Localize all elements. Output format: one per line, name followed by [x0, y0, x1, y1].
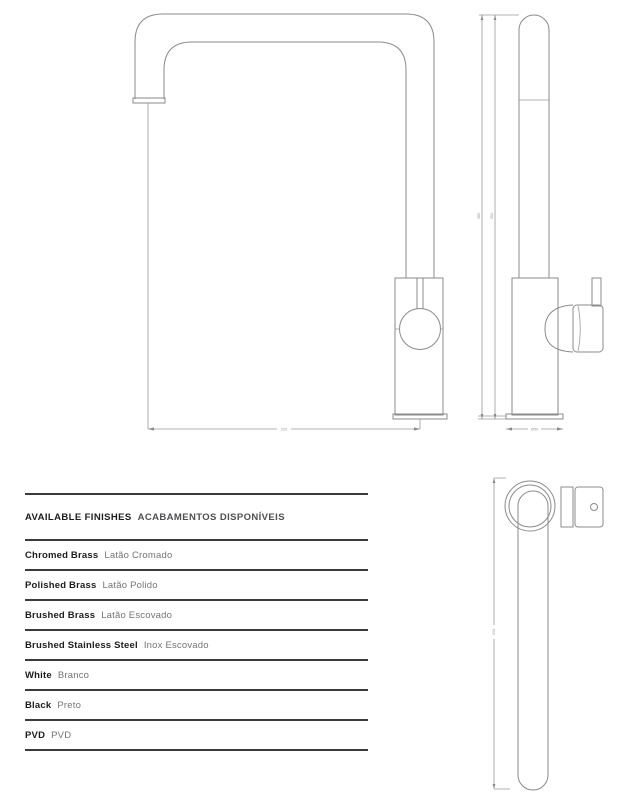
spout-plan-tube	[518, 506, 548, 790]
available-finishes-table	[25, 493, 368, 751]
dimension-extension-ticks	[478, 15, 519, 419]
finish-name-en: Polished Brass	[25, 579, 97, 591]
finish-name-en: Chromed Brass	[25, 549, 99, 561]
finish-name-pt: Latão Polido	[102, 579, 158, 591]
spout-inner-outline	[164, 42, 406, 278]
base-diameter-dim-label: Ø50	[530, 426, 539, 432]
handle-block-plan	[575, 487, 603, 527]
spout-width-dim-label: 220	[280, 426, 288, 432]
finish-name-pt: Latão Cromado	[104, 549, 173, 561]
handle-stick-hole	[591, 504, 598, 511]
spout-outer-outline	[135, 14, 434, 278]
handle-connector-plan	[561, 487, 573, 527]
lever-face-curve	[578, 306, 580, 351]
handle-knob-circle	[400, 309, 441, 350]
spout-reach-dim-label: 310	[491, 628, 496, 636]
finish-row-white	[25, 661, 368, 691]
finish-name-pt: Branco	[57, 669, 90, 681]
finish-row-black	[25, 691, 368, 721]
finishes-header-pt: ACABAMENTOS DISPONÍVEIS	[137, 511, 285, 523]
finish-name-pt: Latão Escovado	[101, 609, 173, 621]
finish-name-en: White	[25, 669, 52, 681]
finish-name-en: PVD	[25, 729, 46, 741]
faucet-body-side	[512, 278, 558, 415]
spout-plan-cap	[518, 491, 548, 506]
finishes-header-en: AVAILABLE FINISHES	[25, 511, 132, 523]
dim-arrow-right	[414, 427, 420, 430]
handle-lever-block	[573, 305, 603, 352]
finish-name-pt: Inox Escovado	[143, 639, 209, 651]
spout-tip-aerator	[133, 98, 165, 103]
handle-joint-bulge	[545, 305, 573, 352]
dim-arrow-left	[148, 427, 154, 430]
overall-height-dim-label: 380	[476, 212, 481, 220]
finish-row-chromed-brass	[25, 541, 368, 571]
finish-row-brushed-brass	[25, 601, 368, 631]
cartridge-stem-lines	[417, 278, 423, 309]
spout-side-outline	[519, 15, 549, 278]
finishes-table-header	[25, 495, 368, 541]
side-view-drawing	[476, 15, 603, 432]
handle-lever-stick	[592, 278, 601, 306]
spout-height-dim-label: 350	[489, 212, 494, 220]
finish-row-pvd	[25, 721, 368, 751]
front-view-drawing	[133, 14, 447, 432]
finish-row-polished-brass	[25, 571, 368, 601]
finish-name-pt: Preto	[57, 699, 82, 711]
top-view-drawing	[491, 478, 604, 790]
finish-name-pt: PVD	[51, 729, 72, 741]
finish-name-en: Brushed Brass	[25, 609, 96, 621]
finish-name-en: Brushed Stainless Steel	[25, 639, 138, 651]
faucet-body-front	[395, 278, 443, 415]
finish-row-brushed-stainless-steel	[25, 631, 368, 661]
finish-name-en: Black	[25, 699, 52, 711]
